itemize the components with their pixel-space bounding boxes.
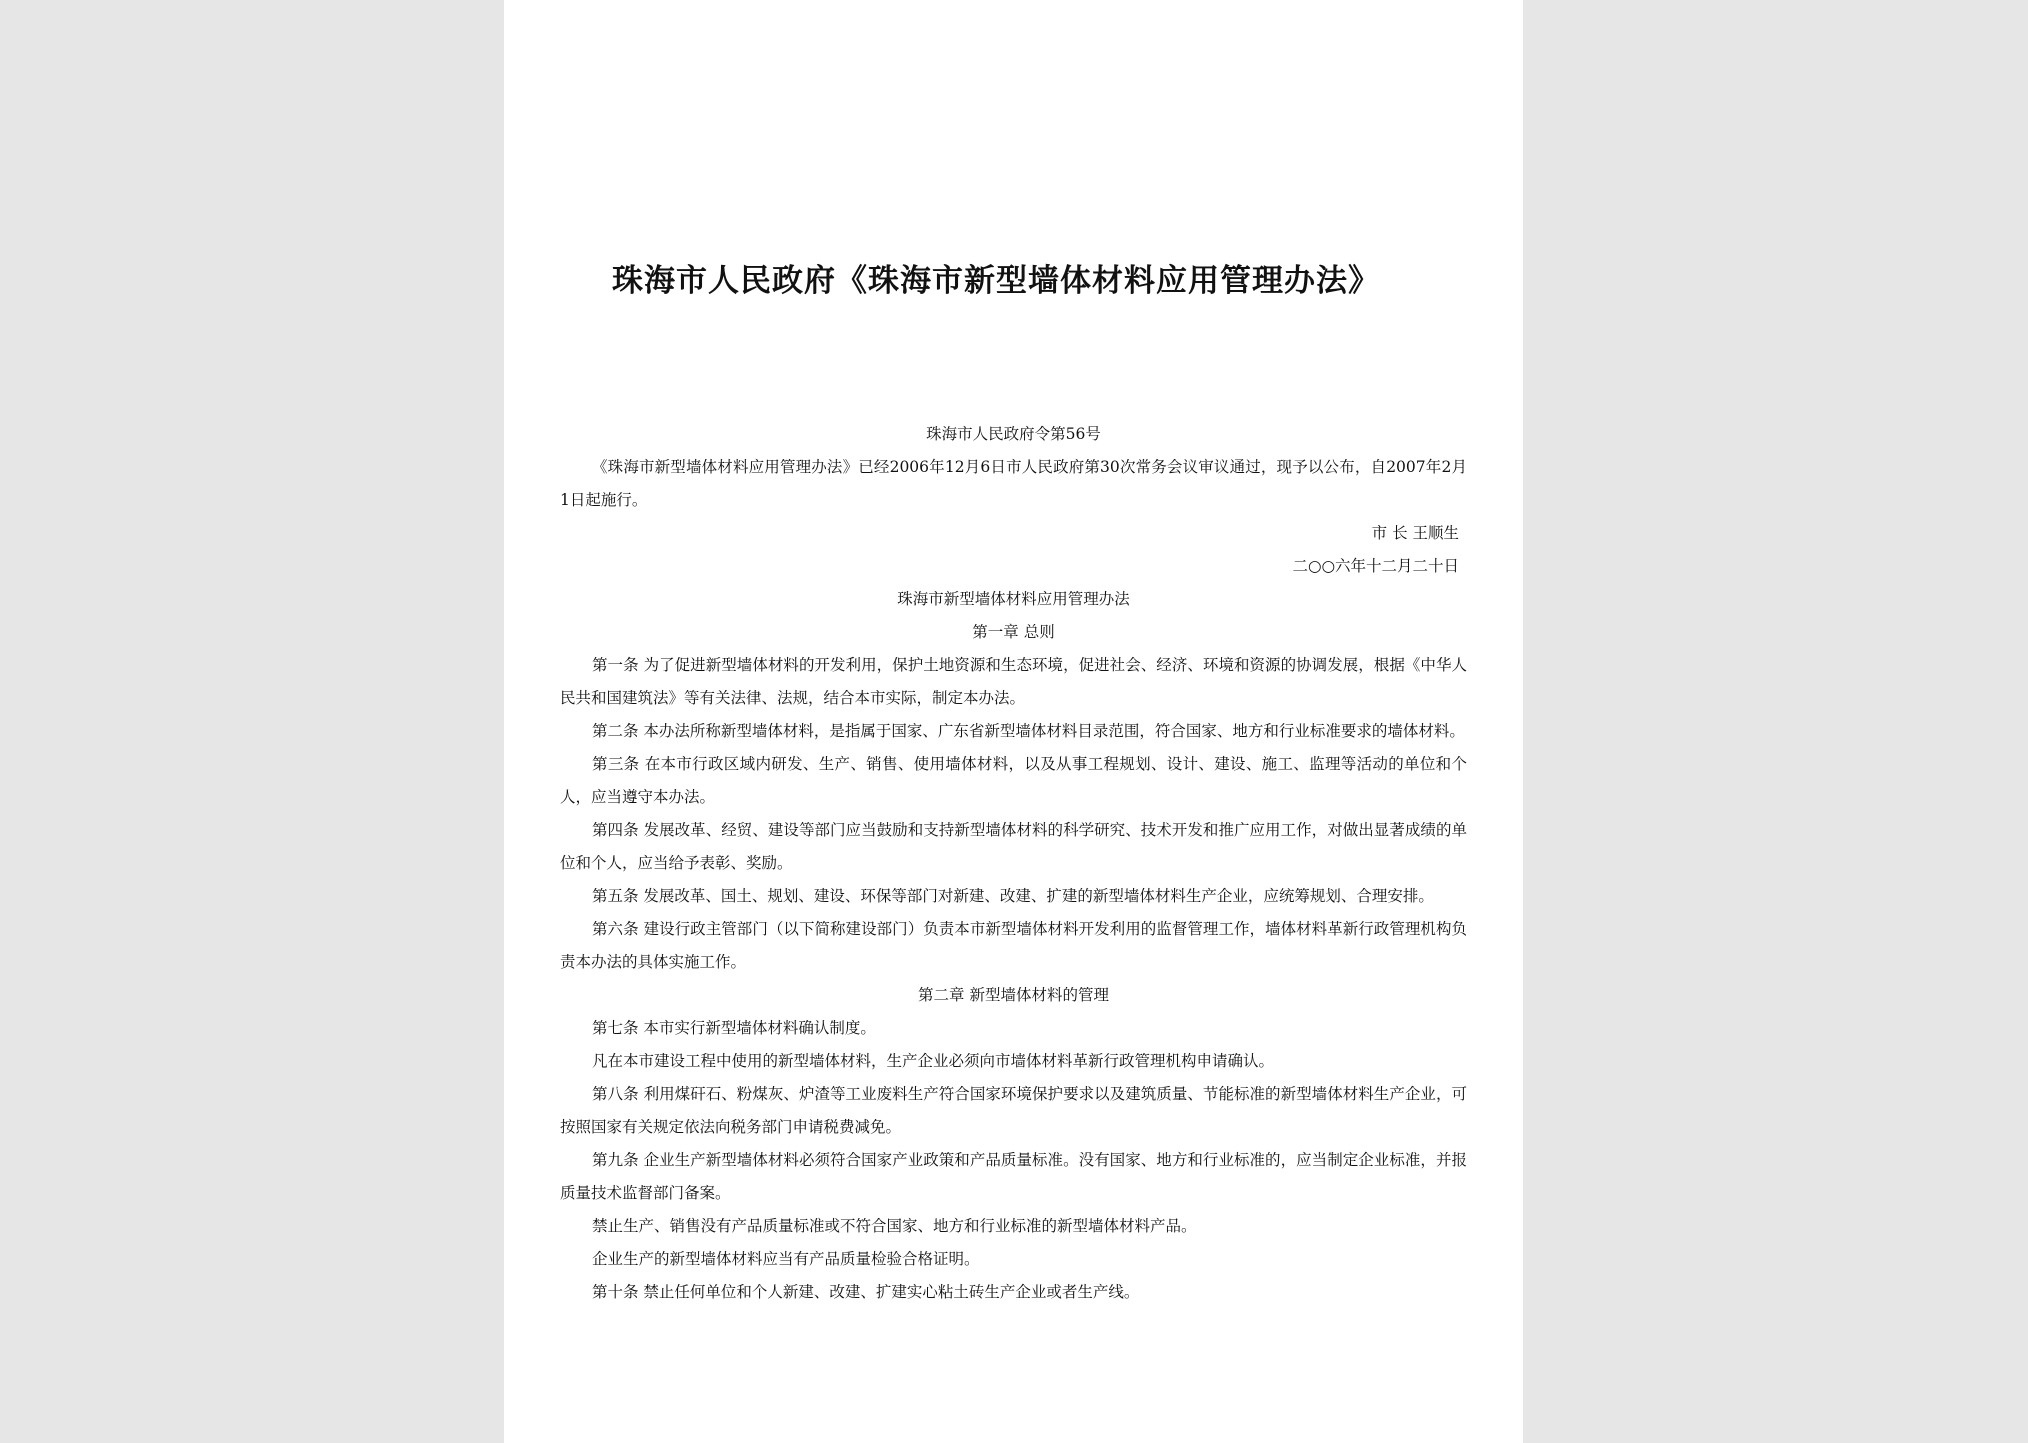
chapter-heading-2: 第二章 新型墙体材料的管理 bbox=[918, 986, 1109, 1004]
order-number: 珠海市人民政府令第56号 bbox=[926, 425, 1101, 443]
article-7: 第七条 本市实行新型墙体材料确认制度。 bbox=[592, 1019, 876, 1037]
article-9: 第九条 企业生产新型墙体材料必须符合国家产业政策和产品质量标准。没有国家、地方和行业标准的，应当制定企业标准，并报质量技术监督部门备案。 bbox=[560, 1151, 1467, 1202]
article-7-paragraph-2: 凡在本市建设工程中使用的新型墙体材料，生产企业必须向市墙体材料革新行政管理机构申请确认。 bbox=[592, 1052, 1275, 1070]
article-3: 第三条 在本市行政区域内研发、生产、销售、使用墙体材料，以及从事工程规划、设计、建设、施工、监理等活动的单位和个人，应当遵守本办法。 bbox=[560, 755, 1467, 806]
issue-date: 二○○六年十二月二十日 bbox=[1292, 557, 1459, 575]
article-8: 第八条 利用煤矸石、粉煤灰、炉渣等工业废料生产符合国家环境保护要求以及建筑质量、节能标准的新型墙体材料生产企业，可按照国家有关规定依法向税务部门申请税费减免。 bbox=[560, 1085, 1467, 1136]
chapter-heading-1: 第一章 总则 bbox=[972, 623, 1055, 641]
document-title: 珠海市人民政府《珠海市新型墙体材料应用管理办法》 bbox=[612, 263, 1380, 299]
article-9-paragraph-3: 企业生产的新型墙体材料应当有产品质量检验合格证明。 bbox=[592, 1250, 980, 1268]
article-9-paragraph-2: 禁止生产、销售没有产品质量标准或不符合国家、地方和行业标准的新型墙体材料产品。 bbox=[592, 1217, 1197, 1235]
intro-paragraph: 《珠海市新型墙体材料应用管理办法》已经2006年12月6日市人民政府第30次常务会议审议通过，现予以公布，自2007年2月1日起施行。 bbox=[560, 458, 1467, 509]
article-6: 第六条 建设行政主管部门（以下简称建设部门）负责本市新型墙体材料开发利用的监督管理工作，墙体材料革新行政管理机构负责本办法的具体实施工作。 bbox=[560, 920, 1467, 971]
article-5: 第五条 发展改革、国土、规划、建设、环保等部门对新建、改建、扩建的新型墙体材料生产企业，应统筹规划、合理安排。 bbox=[592, 887, 1434, 905]
law-title: 珠海市新型墙体材料应用管理办法 bbox=[897, 590, 1130, 608]
article-4: 第四条 发展改革、经贸、建设等部门应当鼓励和支持新型墙体材料的科学研究、技术开发和推广应用工作，对做出显著成绩的单位和个人，应当给予表彰、奖励。 bbox=[560, 821, 1467, 872]
article-10: 第十条 禁止任何单位和个人新建、改建、扩建实心粘土砖生产企业或者生产线。 bbox=[592, 1283, 1140, 1301]
signature: 市 长 王顺生 bbox=[1371, 524, 1459, 542]
document-body bbox=[560, 418, 1467, 1309]
article-1: 第一条 为了促进新型墙体材料的开发利用，保护土地资源和生态环境，促进社会、经济、环境和资源的协调发展，根据《中华人民共和国建筑法》等有关法律、法规，结合本市实际，制定本办法。 bbox=[560, 656, 1467, 707]
document-page bbox=[504, 0, 1523, 1443]
article-2: 第二条 本办法所称新型墙体材料，是指属于国家、广东省新型墙体材料目录范围，符合国家、地方和行业标准要求的墙体材料。 bbox=[592, 722, 1465, 740]
